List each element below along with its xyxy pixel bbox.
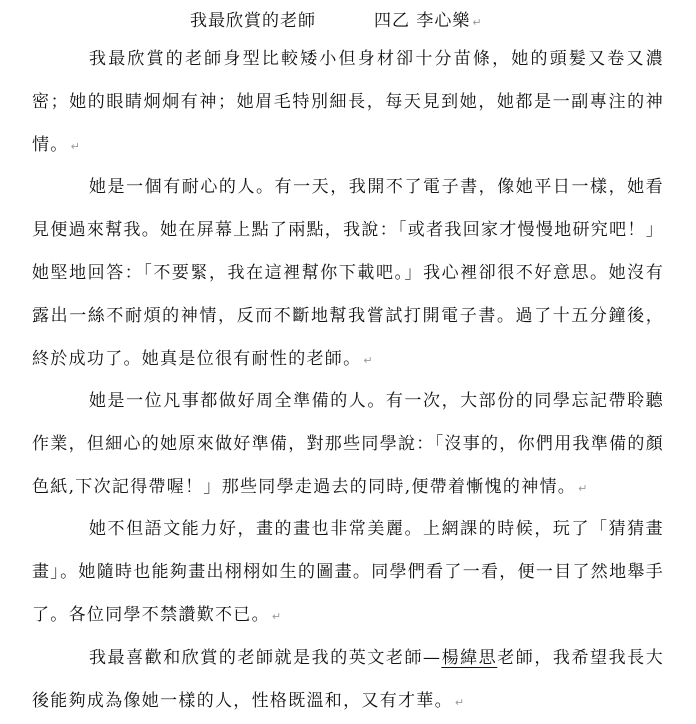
title-line [190, 6, 482, 31]
paragraph-mark-icon: ↵ [454, 696, 465, 709]
paragraph-mark-icon: ↵ [578, 482, 588, 495]
essay-title: 我最欣賞的老師 [190, 11, 316, 31]
paragraph-5 [32, 637, 664, 724]
paragraph-mark-icon: ↵ [472, 16, 482, 29]
paragraph-text: 老師，我希望我長大後能夠成為像她一樣的人，性格既溫和，又有才華。 [32, 648, 664, 711]
paragraph-text: 她不但語文能力好，畫的畫也非常美麗。上網課的時候，玩了「猜猜畫畫」。她隨時也能夠畫出栩栩如生的圖畫。同學們看了一看，便一目了然地舉手了。各位同學不禁讚歎不已。 [32, 519, 664, 625]
paragraph-text: 她是一個有耐心的人。有一天，我開不了電子書，像她平日一樣，她看見便過來幫我。她在屏幕上點了兩點，我說：「或者我回家才慢慢地研究吧！」她堅地回答：「不要緊，我在這裡幫你下載吧。」我心裡卻很不好意思。她沒有露出一絲不耐煩的神情，反而不斷地幫我嘗試打開電子書。過了十五分鐘後，終於成功了。她真是位很有耐性的老師。 [32, 177, 664, 369]
paragraph-2 [32, 166, 664, 382]
paragraph-1 [32, 38, 664, 168]
paragraph-mark-icon: ↵ [363, 354, 373, 367]
paragraph-mark-icon: ↵ [70, 140, 80, 153]
teacher-name: 楊緯思 [441, 648, 498, 668]
paragraph-text: 我最欣賞的老師身型比較矮小但身材卻十分苗條，她的頭髮又卷又濃密；她的眼睛炯炯有神；她眉毛特別細長，每天見到她，她都是一副專注的神情。 [32, 49, 664, 155]
paragraph-text: 她是一位凡事都做好周全準備的人。有一次，大部份的同學忘記帶聆聽作業，但細心的她原來做好準備，對那些同學說：「沒事的，你們用我準備的顏色紙,下次記得帶喔！」那些同學走過去的同時,便帶着慚愧的神情。 [32, 391, 664, 497]
paragraph-mark-icon: ↵ [271, 610, 282, 623]
paragraph-4 [32, 508, 664, 638]
paragraph-text: 我最喜歡和欣賞的老師就是我的英文老師— [89, 648, 442, 668]
author-name: 四乙 李心樂 [374, 11, 471, 31]
paragraph-3 [32, 380, 664, 510]
